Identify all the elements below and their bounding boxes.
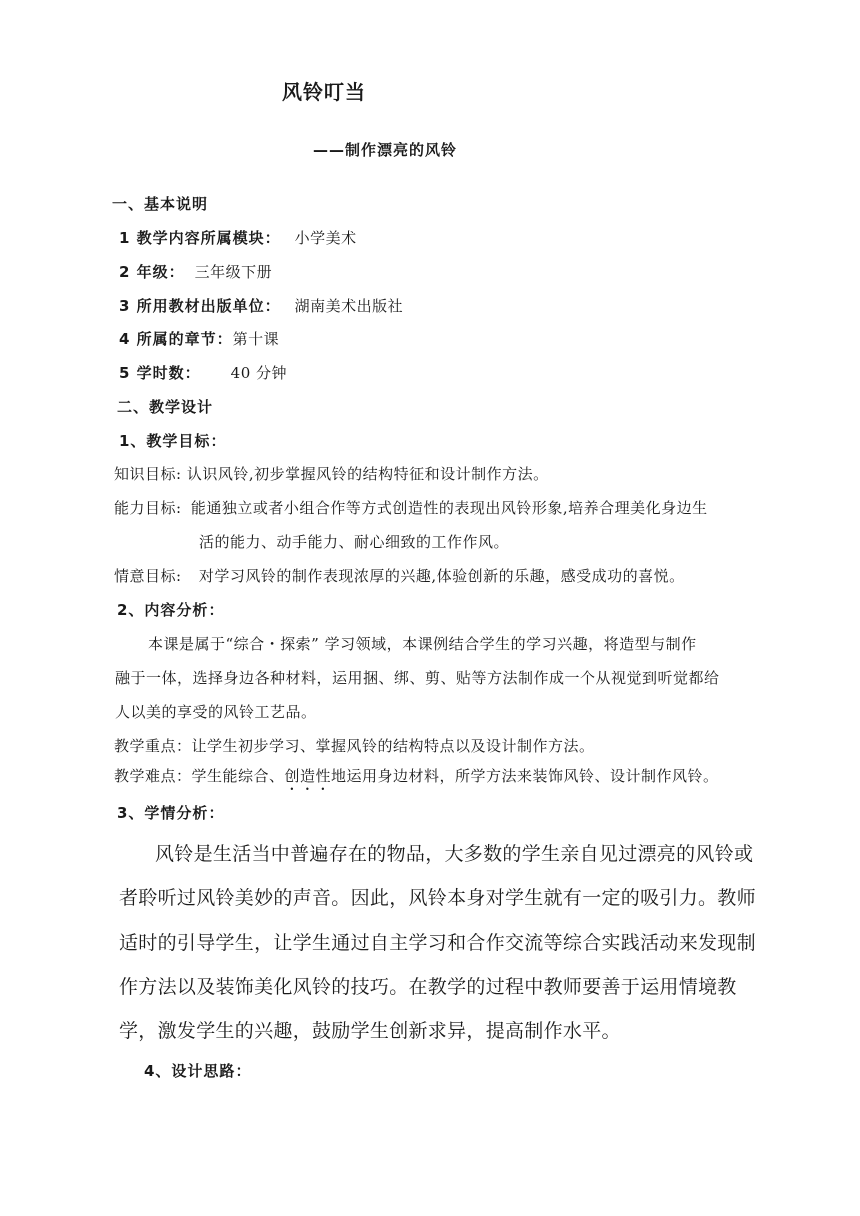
goal-ability: [114, 498, 708, 518]
info-label: 4 所属的章节：: [119, 330, 233, 348]
info-label: 2 年级：: [119, 263, 185, 281]
difficulty-label: 教学难点：: [114, 767, 192, 785]
goal-ability-cont: 活的能力、动手能力、耐心细致的工作作风。: [199, 533, 510, 551]
learners-para-line: 者聆听过风铃美妙的声音。因此，风铃本身对学生就有一定的吸引力。教师: [119, 887, 756, 909]
goal-label: 能力目标:: [114, 499, 182, 517]
subheading-goals: 1、教学目标：: [119, 432, 227, 450]
info-value: 三年级下册: [194, 263, 273, 281]
info-row-publisher: [119, 296, 403, 316]
info-row-grade: [119, 262, 272, 282]
difficulty-emphasis: 创造性: [284, 767, 332, 785]
learners-para-line: 作方法以及装饰美化风铃的技巧。在教学的过程中教师要善于运用情境教: [119, 976, 737, 998]
goal-text: 能通独立或者小组合作等方式创造性的表现出风铃形象,培养合理美化身边生: [190, 499, 708, 517]
goal-label: 知识目标:: [114, 465, 182, 483]
difficulty-text: 地运用身边材料，所学方法来装饰风铃、设计制作风铃。: [331, 767, 719, 785]
subheading-design: 4、设计思路：: [144, 1062, 252, 1080]
info-label: 5 学时数：: [119, 364, 201, 382]
info-row-chapter: [119, 329, 279, 349]
info-value: 40 分钟: [230, 364, 288, 382]
key-label: 教学重点：: [114, 737, 192, 755]
goal-text: 对学习风铃的制作表现浓厚的兴趣,体验创新的乐趣，感受成功的喜悦。: [198, 567, 685, 585]
subheading-content: 2、内容分析：: [117, 601, 225, 619]
content-para-line: 人以美的享受的风铃工艺品。: [115, 703, 317, 721]
goal-label: 情意目标:: [114, 567, 182, 585]
key-text: 让学生初步学习、掌握风铃的结构特点以及设计制作方法。: [191, 737, 595, 755]
info-value: 小学美术: [294, 229, 357, 247]
document-title: 风铃叮当: [282, 80, 366, 104]
content-para-line: 本课是属于“综合・探索” 学习领域，本课例结合学生的学习兴趣，将造型与制作: [148, 635, 697, 653]
info-value: 湖南美术出版社: [294, 297, 404, 315]
info-label: 3 所用教材出版单位：: [119, 297, 281, 315]
info-value: 第十课: [232, 330, 280, 348]
section-heading-design: 二、教学设计: [117, 398, 214, 416]
teaching-difficulty: [114, 766, 719, 794]
content-para-line: 融于一体，选择身边各种材料，运用捆、绑、剪、贴等方法制作成一个从视觉到听觉都给: [115, 669, 720, 687]
document-subtitle: ——制作漂亮的风铃: [313, 141, 458, 159]
goal-knowledge: [114, 464, 549, 484]
learners-para-line: 学，激发学生的兴趣，鼓励学生创新求异，提高制作水平。: [119, 1020, 621, 1042]
subheading-learners: 3、学情分析：: [117, 804, 225, 822]
info-label: 1 教学内容所属模块：: [119, 229, 281, 247]
learners-para-line: 适时的引导学生，让学生通过自主学习和合作交流等综合实践活动来发现制: [119, 932, 756, 954]
goal-emotion: [114, 566, 685, 586]
teaching-key-point: [114, 736, 595, 756]
section-heading-basic: 一、基本说明: [112, 195, 209, 213]
difficulty-text: 学生能综合、: [191, 767, 285, 785]
learners-para-line: 风铃是生活当中普遍存在的物品，大多数的学生亲自见过漂亮的风铃或: [155, 843, 754, 865]
info-row-hours: [119, 363, 287, 383]
info-row-module: [119, 228, 357, 248]
goal-text: 认识风铃,初步掌握风铃的结构特征和设计制作方法。: [186, 465, 549, 483]
